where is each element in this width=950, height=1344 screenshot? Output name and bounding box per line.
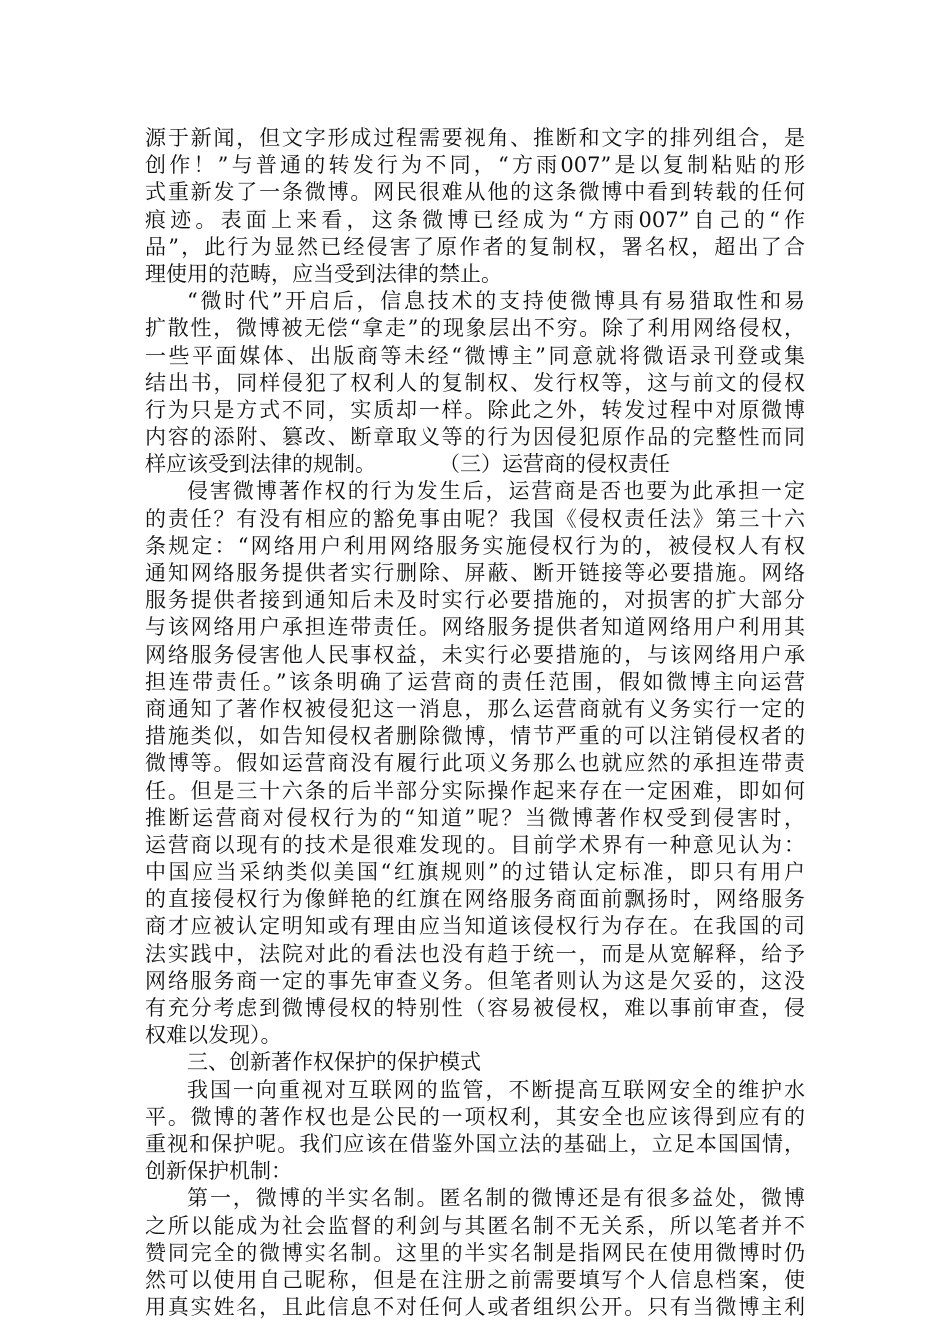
- text-line: 网络服务侵害他人民事权益，未实行必要措施的，与该网络用户承: [145, 642, 805, 667]
- text-line: 运营商以现有的技术是很难发现的。目前学术界有一种意见认为：: [145, 832, 805, 857]
- text-line: 任。但是三十六条的后半部分实际操作起来存在一定困难，即如何: [145, 778, 805, 803]
- text-line: 的责任？有没有相应的豁免事由呢？我国《侵权责任法》第三十六: [145, 506, 805, 531]
- text-line: 平。微博的著作权也是公民的一项权利，其安全也应该得到应有的: [145, 1104, 805, 1129]
- text-line: 服务提供者接到通知后未及时实行必要措施的，对损害的扩大部分: [145, 588, 805, 613]
- text-line: 创新保护机制：: [145, 1159, 292, 1184]
- text-line: 有充分考虑到微博侵权的特别性（容易被侵权，难以事前审查，侵: [145, 996, 805, 1020]
- text-line: 商通知了著作权被侵犯这一消息，那么运营商就有义务实行一定的: [145, 696, 805, 721]
- text-line: 第一，微博的半实名制。匿名制的微博还是有很多益处，微博: [187, 1186, 805, 1211]
- text-line: 三、创新著作权保护的保护模式: [187, 1050, 481, 1075]
- text-line: 创作！”与普通的转发行为不同，“方雨007”是以复制粘贴的形: [145, 153, 805, 178]
- text-line: 条规定：“网络用户利用网络服务实施侵权行为的，被侵权人有权: [145, 533, 805, 558]
- text-line: 中国应当采纳类似美国“红旗规则”的过错认定标准，即只有用户: [145, 860, 805, 885]
- text-line: 的直接侵权行为像鲜艳的红旗在网络服务商面前飘扬时，网络服务: [145, 887, 805, 912]
- text-line: 商才应被认定明知或有理由应当知道该侵权行为存在。在我国的司: [145, 914, 805, 939]
- text-line: 一些平面媒体、出版商等未经“微博主”同意就将微语录刊登或集: [145, 343, 805, 368]
- text-line: 侵害微博著作权的行为发生后，运营商是否也要为此承担一定: [187, 479, 805, 504]
- document-page: [145, 125, 805, 1321]
- text-line: 然可以使用自己昵称，但是在注册之前需要填写个人信息档案，使: [145, 1267, 805, 1292]
- text-line: 源于新闻，但文字形成过程需要视角、推断和文字的排列组合，是: [145, 126, 805, 150]
- text-line: 法实践中，法院对此的看法也没有趋于统一，而是从宽解释，给予: [145, 941, 805, 966]
- text-line: 措施类似，如告知侵权者删除微博，情节严重的可以注销侵权者的: [145, 724, 805, 749]
- text-line: 推断运营商对侵权行为的“知道”呢？当微博著作权受到侵害时，: [145, 805, 805, 830]
- text-line: “微时代”开启后，信息技术的支持使微博具有易猎取性和易: [187, 289, 805, 314]
- text-line: 痕迹。表面上来看，这条微博已经成为“方雨007”自己的“作: [145, 207, 805, 232]
- text-line: 赞同完全的微博实名制。这里的半实名制是指网民在使用微博时仍: [145, 1240, 805, 1265]
- text-line: 网络服务商一定的事先审查义务。但笔者则认为这是欠妥的，这没: [145, 968, 805, 993]
- text-line: 样应该受到法律的规制。 （三）运营商的侵权责任: [145, 452, 670, 477]
- text-line: 担连带责任。”该条明确了运营商的责任范围，假如微博主向运营: [145, 669, 805, 694]
- text-line: 与该网络用户承担连带责任。网络服务提供者知道网络用户利用其: [145, 615, 805, 640]
- text-line: 之所以能成为社会监督的利剑与其匿名制不无关系，所以笔者并不: [145, 1213, 805, 1238]
- text-line: 重视和保护呢。我们应该在借鉴外国立法的基础上，立足本国国情，: [145, 1131, 805, 1156]
- text-line: 通知网络服务提供者实行删除、屏蔽、断开链接等必要措施。网络: [145, 561, 805, 585]
- text-line: 行为只是方式不同，实质却一样。除此之外，转发过程中对原微博: [145, 397, 805, 422]
- text-line: 用真实姓名，且此信息不对任何人或者组织公开。只有当微博主利: [145, 1295, 805, 1320]
- text-line: 权难以发现）。: [145, 1023, 282, 1048]
- text-line: 品”，此行为显然已经侵害了原作者的复制权，署名权，超出了合: [145, 234, 805, 259]
- text-line: 内容的添附、篡改、断章取义等的行为因侵犯原作品的完整性而同: [145, 425, 805, 450]
- text-line: 式重新发了一条微博。网民很难从他的这条微博中看到转载的任何: [145, 180, 805, 205]
- text-line: 理使用的范畴，应当受到法律的禁止。: [145, 261, 502, 286]
- text-line: 结出书，同样侵犯了权利人的复制权、发行权等，这与前文的侵权: [145, 370, 805, 395]
- text-line: 我国一向重视对互联网的监管，不断提高互联网安全的维护水: [187, 1077, 805, 1102]
- text-line: 扩散性，微博被无偿“拿走”的现象层出不穷。除了利用网络侵权，: [145, 316, 805, 341]
- text-line: 微博等。假如运营商没有履行此项义务那么也就应然的承担连带责: [145, 751, 805, 776]
